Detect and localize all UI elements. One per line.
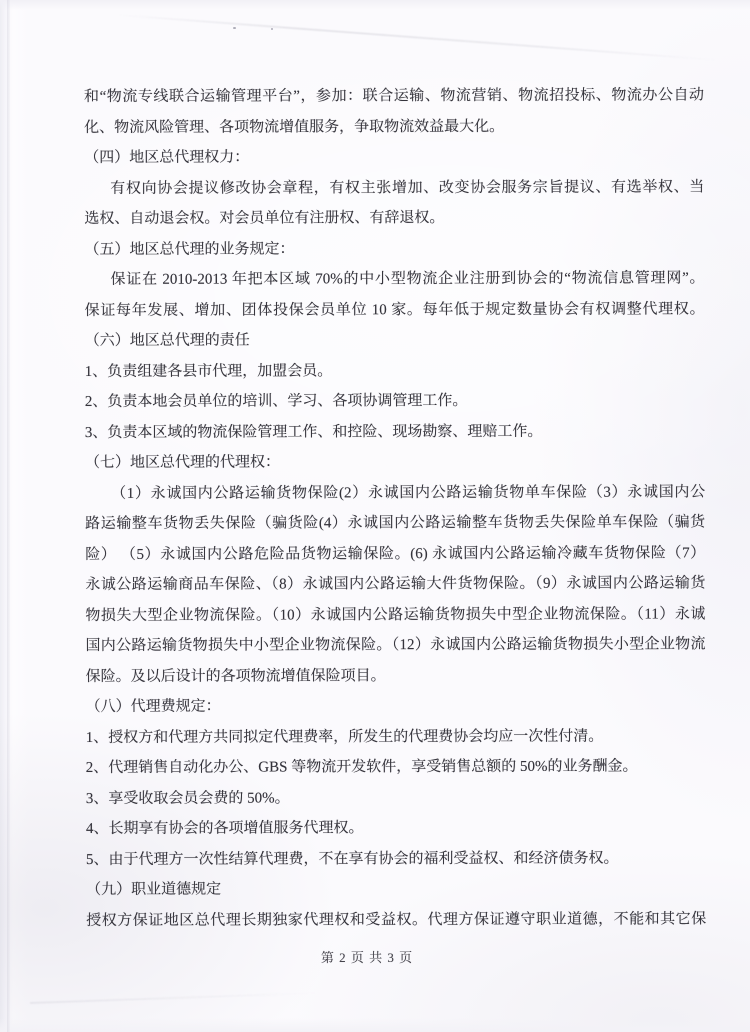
text-line-1: 和“物流专线联合运输管理平台”，参加：联合运输、物流营销、物流招投标、物流办公自动 xyxy=(84,87,705,105)
text-line-18: 物损失大型企业物流保险。（10）永诚国内公路运输货物损失中型企业物流保险。（11）永诚 xyxy=(85,605,706,624)
text-line-5: 选权、自动退会权。对会员单位有注册权、有辞退权。 xyxy=(84,210,445,227)
text-line-21: （八）代理费规定： xyxy=(85,698,221,715)
text-line-4: 有权向协会提议修改协会章程，有权主张增加、改变协会服务宗旨提议、有选举权、当 xyxy=(110,178,705,197)
text-line-28: 授权方保证地区总代理长期独家代理权和受益权。代理方保证遵守职业道德，不能和其它保 xyxy=(86,910,707,929)
text-line-13: （七）地区总代理的代理权： xyxy=(84,454,281,471)
text-line-26: 5、由于代理方一次性结算代理费，不在享有协会的福利受益权、和经济债务权。 xyxy=(86,850,619,868)
document-body xyxy=(84,80,706,936)
text-line-11: 2、负责本地会员单位的培训、学习、各项协调管理工作。 xyxy=(84,392,468,410)
text-line-24: 3、享受收取会员会费的 50%。 xyxy=(85,789,290,807)
text-line-17: 永诚公路运输商品车保险、（8）永诚国内公路运输大件货物保险。（9）永诚国内公路运输货 xyxy=(85,575,706,593)
text-line-15: 路运输整车货物丢失保险（骗货险(4）永诚国内公路运输整车货物丢失保险单车保险（骗货 xyxy=(85,514,706,532)
text-line-7: 保证在 2010-2013 年把本区域 70%的中小型物流企业注册到协会的“物流信息管理网”。 xyxy=(110,270,705,288)
text-line-3: （四）地区总代理权力： xyxy=(84,149,250,166)
page-fold-line xyxy=(7,0,10,1032)
text-line-12: 3、负责本区域的物流保险管理工作、和控险、现场勘察、理赔工作。 xyxy=(84,423,543,441)
scan-speck xyxy=(271,28,273,30)
text-line-16: 险） （5）永诚国内公路危险品货物运输保险。(6) 永诚国内公路运输冷藏车货物保险（7） xyxy=(85,544,706,563)
text-line-19: 国内公路运输货物损失中小型企业物流保险。（12）永诚国内公路运输货物损失小型企业物流 xyxy=(85,636,706,654)
page-footer: 第 2 页 共 3 页 xyxy=(320,950,414,965)
text-line-20: 保险。及以后设计的各项物流增值保险项目。 xyxy=(85,667,386,685)
scan-speck xyxy=(233,27,236,29)
text-line-25: 4、长期享有协会的各项增值服务代理权。 xyxy=(85,820,364,837)
text-line-22: 1、授权方和代理方共同拟定代理费率，所发生的代理费协会均应一次性付清。 xyxy=(85,728,604,746)
text-line-8: 保证每年发展、增加、团体投保会员单位 10 家。每年低于规定数量协会有权调整代理权。 xyxy=(84,300,705,319)
text-line-10: 1、负责组建各县市代理，加盟会员。 xyxy=(84,362,333,380)
text-line-6: （五）地区总代理的业务规定： xyxy=(84,240,295,258)
text-line-9: （六）地区总代理的责任 xyxy=(84,332,250,349)
paper-crease-bottom xyxy=(30,991,350,1004)
text-line-2: 化、物流风险管理、各项物流增值服务，争取物流效益最大化。 xyxy=(84,118,505,136)
text-line-23: 2、代理销售自动化办公、GBS 等物流开发软件，享受销售总额的 50%的业务酬金。 xyxy=(85,758,638,776)
paper-crease-top xyxy=(118,14,716,61)
text-line-27: （九）职业道德规定 xyxy=(86,881,222,898)
text-line-14: （1）永诚国内公路运输货物保险(2）永诚国内公路运输货物单车保险（3）永诚国内公 xyxy=(111,483,706,502)
